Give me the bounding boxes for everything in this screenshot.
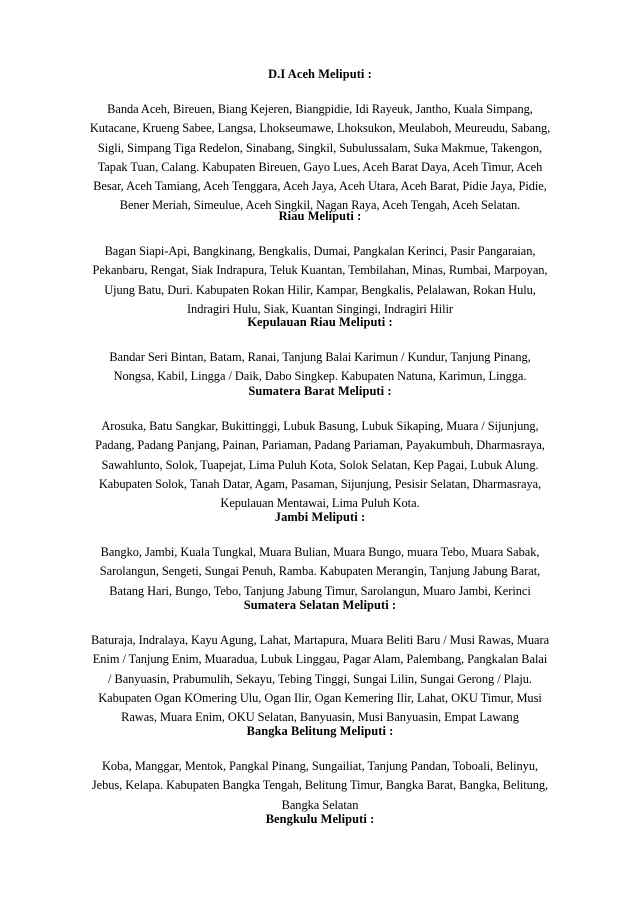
text-line: Nongsa, Kabil, Lingga / Daik, Dabo Singkep. Kabupaten Natuna, Karimun, Lingga. [113, 369, 527, 384]
section-paragraph [78, 100, 562, 216]
text-line: Kabupaten Ogan KOmering Ulu, Ogan Ilir, Ogan Kemering Ilir, Lahat, OKU Timur, Musi [98, 690, 542, 705]
text-line: Bagan Siapi-Api, Bangkinang, Bengkalis, Dumai, Pangkalan Kerinci, Pasir Pangaraian, [104, 244, 536, 258]
section-heading: Jambi Meliputi : [274, 510, 366, 524]
text-line: Arosuka, Batu Sangkar, Bukittinggi, Lubuk Basung, Lubuk Sikaping, Muara / Sijunjung, [101, 419, 539, 433]
text-line: Besar, Aceh Tamiang, Aceh Tenggara, Aceh Jaya, Aceh Utara, Aceh Barat, Pidie Jaya, Pidie, [93, 179, 547, 194]
section-aceh [78, 66, 562, 216]
text-line: Tapak Tuan, Calang. Kabupaten Bireuen, Gayo Lues, Aceh Barat Daya, Aceh Timur, Aceh [97, 159, 543, 174]
section-paragraph [78, 417, 562, 513]
text-line: Padang, Padang Panjang, Painan, Pariaman, Padang Pariaman, Payakumbuh, Dharmasraya, [95, 438, 545, 453]
text-line: Bangka Selatan [281, 797, 359, 812]
text-line: Sawahlunto, Solok, Tuapejat, Lima Puluh Kota, Solok Selatan, Kep Pagai, Lubuk Alung. [101, 457, 539, 472]
text-line: Kepulauan Mentawai, Lima Puluh Kota. [220, 496, 420, 511]
section-heading: Kepulauan Riau Meliputi : [247, 315, 393, 329]
section-heading: Riau Meliputi : [278, 209, 362, 223]
text-line: Batang Hari, Bungo, Tebo, Tanjung Jabung Timur, Sarolangun, Muaro Jambi, Kerinci [109, 583, 531, 598]
section-bengkulu [78, 811, 562, 827]
text-line: Enim / Tanjung Enim, Muaradua, Lubuk Linggau, Pagar Alam, Palembang, Pangkalan Balai [92, 652, 548, 667]
section-heading: Sumatera Barat Meliputi : [248, 384, 392, 398]
text-line: Banda Aceh, Bireuen, Biang Kejeren, Biangpidie, Idi Rayeuk, Jantho, Kuala Simpang, [107, 102, 533, 116]
section-kepulauan-riau [78, 314, 562, 387]
text-line: Koba, Manggar, Mentok, Pangkal Pinang, Sungailiat, Tanjung Pandan, Toboali, Belinyu, [101, 759, 539, 773]
text-line: Kabupaten Solok, Tanah Datar, Agam, Pasaman, Sijunjung, Pesisir Selatan, Dharmasraya, [98, 476, 542, 491]
section-jambi [78, 509, 562, 601]
text-line: Jebus, Kelapa. Kabupaten Bangka Tengah, Belitung Timur, Bangka Barat, Bangka, Belitung, [91, 778, 549, 793]
section-heading: Bangka Belitung Meliputi : [246, 724, 394, 738]
text-line: Rawas, Muara Enim, OKU Selatan, Banyuasin, Musi Banyuasin, Empat Lawang [121, 710, 519, 725]
section-heading: Sumatera Selatan Meliputi : [243, 598, 397, 612]
section-bangka-belitung [78, 723, 562, 815]
section-paragraph [78, 543, 562, 601]
text-line: Ujung Batu, Duri. Kabupaten Rokan Hilir, Kampar, Bengkalis, Pelalawan, Rokan Hulu, [104, 282, 536, 297]
text-line: Bandar Seri Bintan, Batam, Ranai, Tanjung Balai Karimun / Kundur, Tanjung Pinang, [109, 350, 531, 364]
section-riau [78, 208, 562, 319]
text-line: Bangko, Jambi, Kuala Tungkal, Muara Bulian, Muara Bungo, muara Tebo, Muara Sabak, [100, 545, 540, 559]
section-sumatera-selatan [78, 597, 562, 727]
section-paragraph [78, 757, 562, 815]
text-line: Sigli, Simpang Tiga Redelon, Sinabang, Singkil, Subulussalam, Suka Makmue, Takengon, [97, 140, 543, 155]
text-line: Baturaja, Indralaya, Kayu Agung, Lahat, Martapura, Muara Beliti Baru / Musi Rawas, Muara [90, 633, 550, 647]
section-paragraph [78, 348, 562, 387]
text-line: Pekanbaru, Rengat, Siak Indrapura, Teluk Kuantan, Tembilahan, Minas, Rumbai, Marpoyan, [92, 263, 548, 278]
section-paragraph [78, 242, 562, 319]
text-line: / Banyuasin, Prabumulih, Sekayu, Tebing Tinggi, Sungai Lilin, Sungai Gerong / Plaju. [108, 671, 532, 686]
text-line: Kutacane, Krueng Sabee, Langsa, Lhokseumawe, Lhoksukon, Meulaboh, Meureudu, Sabang, [89, 121, 551, 136]
section-heading: Bengkulu Meliputi : [265, 812, 375, 826]
text-line: Indragiri Hulu, Siak, Kuantan Singingi, Indragiri Hilir [186, 301, 453, 316]
section-paragraph [78, 631, 562, 727]
text-line: Sarolangun, Sengeti, Sungai Penuh, Ramba. Kabupaten Merangin, Tanjung Jabung Barat, [99, 564, 541, 579]
section-sumatera-barat [78, 383, 562, 513]
section-heading: D.I Aceh Meliputi : [268, 67, 372, 81]
text-line: Bener Meriah, Simeulue, Aceh Singkil, Nagan Raya, Aceh Tengah, Aceh Selatan. [119, 198, 521, 213]
